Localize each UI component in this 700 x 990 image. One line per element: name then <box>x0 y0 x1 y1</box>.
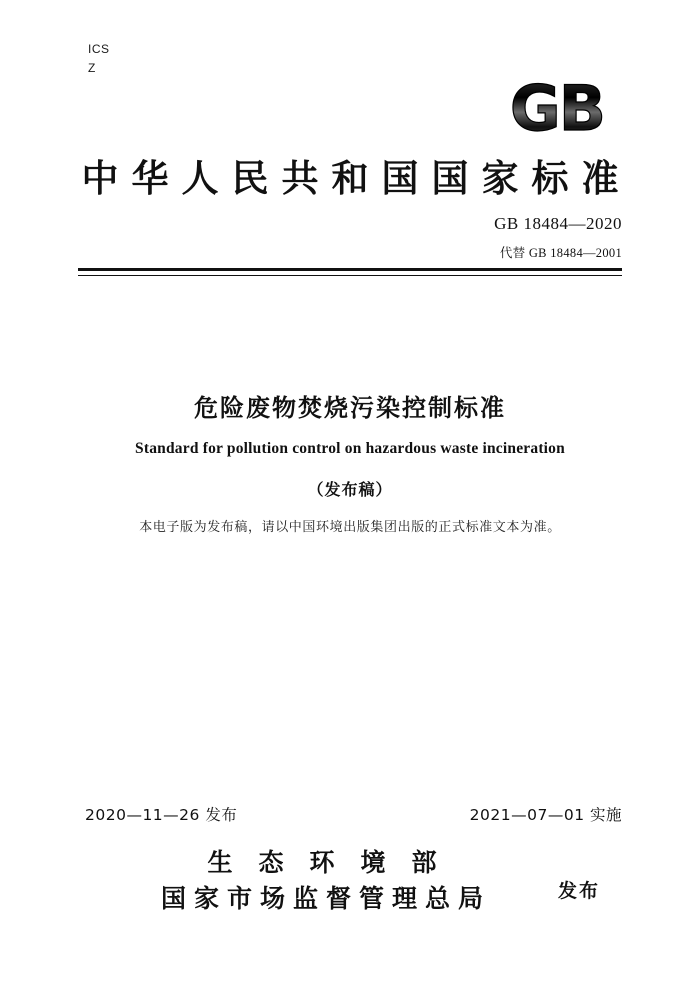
ics-label: ICS <box>88 42 110 56</box>
ics-block <box>88 40 110 78</box>
page-title: 中华人民共和国国家标准 <box>81 157 632 200</box>
document-note: 本电子版为发布稿，请以中国环境出版集团出版的正式标准文本为准。 <box>139 520 561 535</box>
issuer-secondary: 国家市场监督管理总局 <box>160 884 491 913</box>
issue-date: 2020—11—26 发布 <box>85 806 238 824</box>
gb-emblem-icon <box>492 76 622 138</box>
document-title-english: Standard for pollution control on hazardous waste incineration <box>135 440 565 457</box>
divider-thin <box>78 275 622 276</box>
document-version-label: （发布稿） <box>307 480 393 499</box>
effective-date: 2021—07—01 实施 <box>469 806 622 824</box>
ics-classification: Z <box>88 61 96 75</box>
issuer-primary: 生态环境部 <box>207 848 463 877</box>
publish-label: 发布 <box>558 880 601 902</box>
standard-replaces: 代替 GB 18484—2001 <box>499 246 622 260</box>
document-title-chinese: 危险废物焚烧污染控制标准 <box>194 394 506 422</box>
svg-text:GB: GB <box>509 76 605 138</box>
standard-number: GB 18484—2020 <box>494 214 622 233</box>
divider-thick <box>78 268 622 271</box>
